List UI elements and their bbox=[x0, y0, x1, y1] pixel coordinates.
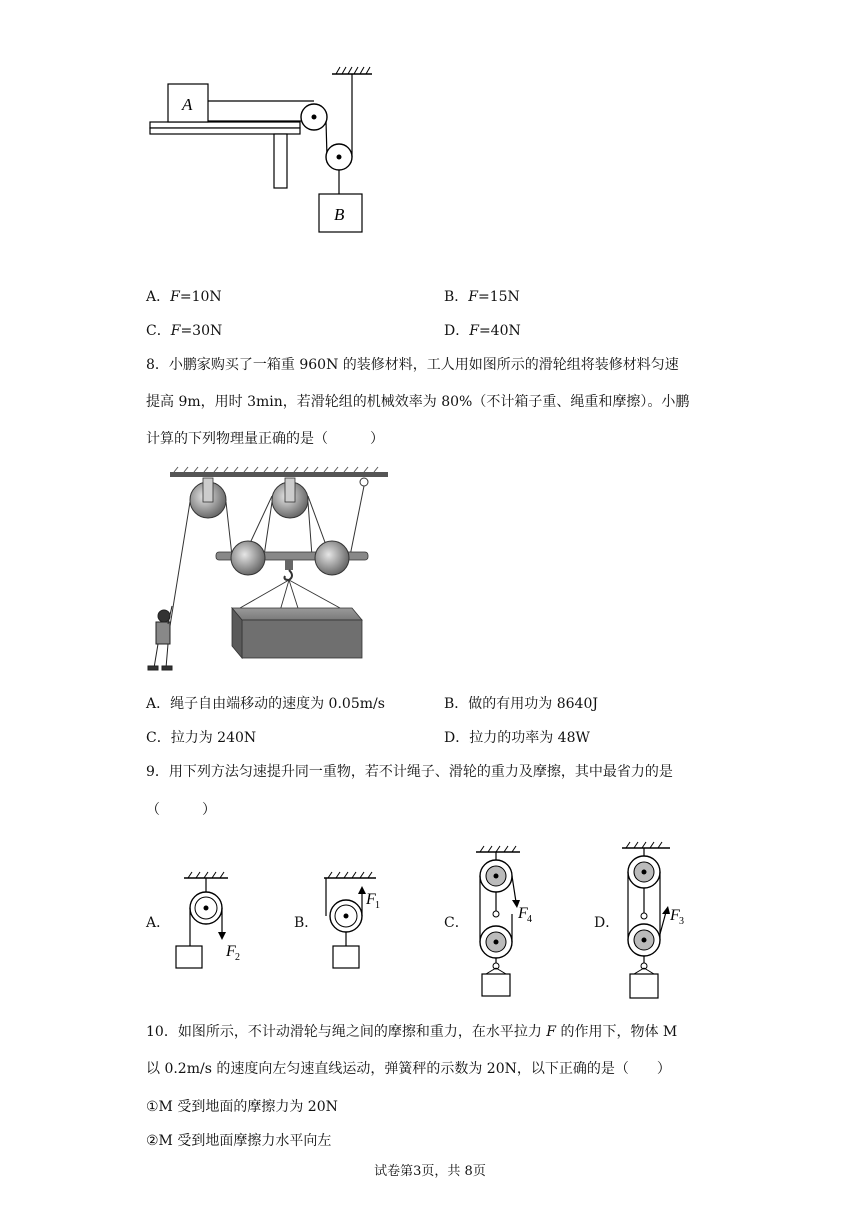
q9-a-force-label: F bbox=[226, 943, 236, 960]
q9-figure-c bbox=[466, 842, 546, 1000]
q7-option-b bbox=[444, 288, 520, 306]
q7-option-b-letter: B． bbox=[444, 289, 469, 305]
q9-c-force-label: F bbox=[518, 905, 528, 922]
q9-a-force-subscript: 2 bbox=[235, 952, 240, 963]
page-footer: 试卷第3页，共 8页 bbox=[374, 1164, 486, 1179]
q7-option-c-letter: C． bbox=[146, 323, 171, 339]
q7-block-b-label: B bbox=[334, 205, 345, 224]
q9-figure-a bbox=[170, 868, 250, 974]
q10-line1-end: 的作用下，物体 M bbox=[560, 1024, 678, 1040]
q10-line1 bbox=[146, 1023, 677, 1041]
q7-option-a-letter: A． bbox=[146, 289, 171, 305]
q10-force-var: F bbox=[546, 1024, 556, 1040]
q9-d-force-label: F bbox=[670, 907, 680, 924]
q10-item1: ①M 受到地面的摩擦力为 20N bbox=[146, 1099, 338, 1115]
q9-c-force-subscript: 4 bbox=[527, 914, 532, 925]
q7-option-d-letter: D． bbox=[444, 323, 470, 339]
q8-option-c: C．拉力为 240N bbox=[146, 730, 257, 746]
q9-option-a-letter: A． bbox=[146, 915, 171, 931]
q9-line2: （ ） bbox=[146, 802, 216, 818]
q7-figure bbox=[140, 62, 380, 240]
q7-option-c-var: F bbox=[170, 323, 181, 339]
q10-item2: ②M 受到地面摩擦力水平向左 bbox=[146, 1133, 332, 1149]
q8-line1: 8．小鹏家购买了一箱重 960N 的装修材料，工人用如图所示的滑轮组将装修材料匀速 bbox=[146, 357, 679, 373]
q7-option-b-var: F bbox=[468, 289, 479, 305]
q7-option-c bbox=[146, 322, 222, 340]
q8-line2: 提高 9m，用时 3min，若滑轮组的机械效率为 80%（不计箱子重、绳重和摩擦）。小鹏 bbox=[146, 394, 690, 410]
q7-option-a bbox=[146, 288, 222, 306]
q9-line1: 9．用下列方法匀速提升同一重物，若不计绳子、滑轮的重力及摩擦，其中最省力的是 bbox=[146, 764, 673, 780]
q9-figure-d bbox=[616, 838, 696, 1002]
worker-figure bbox=[148, 606, 172, 670]
q9-d-force-subscript: 3 bbox=[679, 916, 684, 927]
q8-option-d: D．拉力的功率为 48W bbox=[444, 730, 590, 746]
q10-line1-start: 10．如图所示，不计动滑轮与绳之间的摩擦和重力，在水平拉力 bbox=[146, 1024, 542, 1040]
q7-option-c-value: =30N bbox=[180, 323, 223, 339]
q9-option-c-letter: C． bbox=[444, 915, 469, 931]
q7-option-d-var: F bbox=[469, 323, 479, 339]
q9-b-force-subscript: 1 bbox=[375, 900, 380, 911]
q7-option-d-value: =40N bbox=[478, 323, 521, 339]
q7-option-a-var: F bbox=[170, 289, 180, 305]
q7-option-b-value: =15N bbox=[478, 289, 520, 305]
q8-line3: 计算的下列物理量正确的是（ ） bbox=[146, 431, 384, 447]
q8-pulley-figure bbox=[144, 466, 394, 676]
q9-figure-b bbox=[316, 868, 396, 974]
q9-b-force-label: F bbox=[366, 891, 376, 908]
q7-option-d bbox=[444, 322, 521, 340]
q8-option-a: A．绳子自由端移动的速度为 0.05m/s bbox=[146, 696, 385, 712]
q9-option-b-letter: B． bbox=[294, 915, 319, 931]
q9-option-d-letter: D． bbox=[594, 915, 620, 931]
q8-option-b: B．做的有用功为 8640J bbox=[444, 696, 598, 712]
q10-line2: 以 0.2m/s 的速度向左匀速直线运动，弹簧秤的示数为 20N，以下正确的是（ ） bbox=[146, 1061, 671, 1077]
q7-option-a-value: =10N bbox=[179, 289, 222, 305]
q7-block-a-label: A bbox=[182, 95, 193, 114]
